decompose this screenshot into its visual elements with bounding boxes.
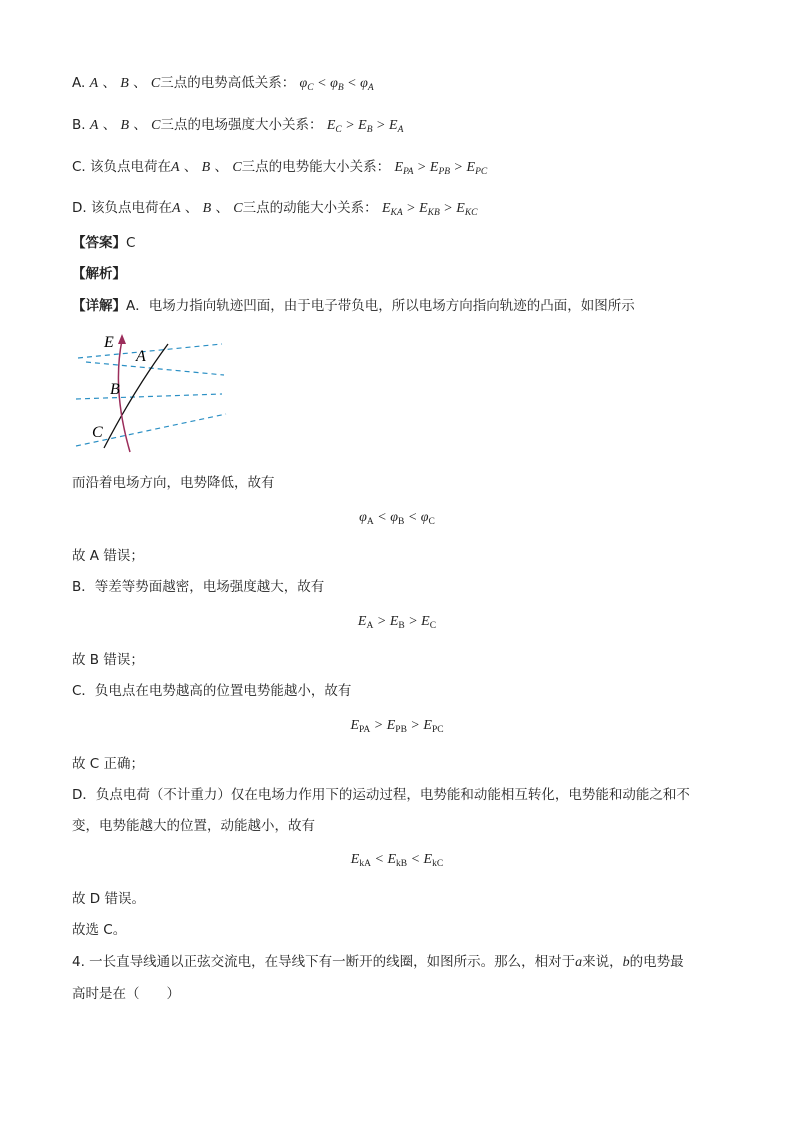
answer-value: C [126, 235, 136, 251]
question-4-line-2: 高时是在（ ） [72, 986, 180, 1002]
formula-4: $E_{kA} < E_{kB} < E_{kC}$ [350, 852, 444, 869]
option-b-formula: $E_C > E_B > E_A$ [326, 118, 404, 135]
option-a-formula: $\varphi_C < \varphi_B < \varphi_A$ [299, 76, 374, 93]
question-4-line-1: 4. 一长直导线通以正弦交流电，在导线下有一断开的线圈，如图所示。那么，相对于a来说，b的电势最 [72, 954, 684, 970]
option-b: B. A 、 B 、 C三点的电场强度大小关系： $E_C > E_B > E_A$ [72, 117, 404, 135]
option-d: D. 该负点电荷在A 、 B 、 C三点的动能大小关系： $E_{KA} > E_{KB} > E_{KC}$ [72, 200, 478, 218]
answer-line [72, 234, 135, 252]
option-a: A. A 、 B 、 C三点的电势高低关系： $\varphi_C < \varphi_B < \varphi_A$ [72, 75, 374, 93]
detail-paragraph-5: 故 B 错误； [72, 652, 144, 668]
detail-paragraph-4: B．等差等势面越密，电场强度越大，故有 [72, 579, 325, 595]
detail-paragraph-3: 故 A 错误； [72, 548, 144, 564]
label-e: E [104, 334, 114, 351]
equipotential-line-b2 [76, 394, 222, 399]
detail-paragraph-9: 变，电势能越大的位置，动能越小，故有 [72, 818, 315, 834]
label-b: B [110, 381, 120, 398]
detail-paragraph-10: 故 D 错误。 [72, 891, 145, 907]
detail-paragraph-2: 而沿着电场方向，电势降低，故有 [72, 475, 275, 491]
option-c-formula: $E_{PA} > E_{PB} > E_{PC}$ [394, 160, 488, 177]
analysis-heading: 【解析】 [72, 266, 126, 282]
formula-1: $\varphi_A < \varphi_B < \varphi_C$ [359, 510, 435, 527]
equipotential-line-a [78, 344, 222, 358]
field-arrow-icon [118, 334, 126, 344]
formula-3: $E_{PA} > E_{PB} > E_{PC}$ [350, 718, 444, 735]
detail-paragraph-6: C．负电点在电势越高的位置电势能越小，故有 [72, 683, 352, 699]
detail-paragraph-11: 故选 C。 [72, 922, 127, 938]
option-c: C. 该负点电荷在A 、 B 、 C三点的电势能大小关系： $E_{PA} > E_{PB} > E_{PC}$ [72, 159, 488, 177]
detail-paragraph-1: 【详解】A．电场力指向轨迹凹面，由于电子带负电，所以电场方向指向轨迹的凸面，如图所示 [72, 298, 635, 314]
field-diagram [72, 330, 232, 455]
answer-label: 【答案】 [72, 235, 126, 251]
label-a: A [136, 348, 146, 365]
label-c: C [92, 424, 103, 441]
detail-paragraph-7: 故 C 正确； [72, 756, 145, 772]
formula-2: $E_A > E_B > E_C$ [357, 614, 437, 631]
option-d-formula: $E_{KA} > E_{KB} > E_{KC}$ [381, 201, 478, 218]
equipotential-line-b1 [86, 362, 224, 375]
detail-paragraph-8: D．负点电荷（不计重力）仅在电场力作用下的运动过程，电势能和动能相互转化，电势能和动能之和不 [72, 787, 690, 803]
